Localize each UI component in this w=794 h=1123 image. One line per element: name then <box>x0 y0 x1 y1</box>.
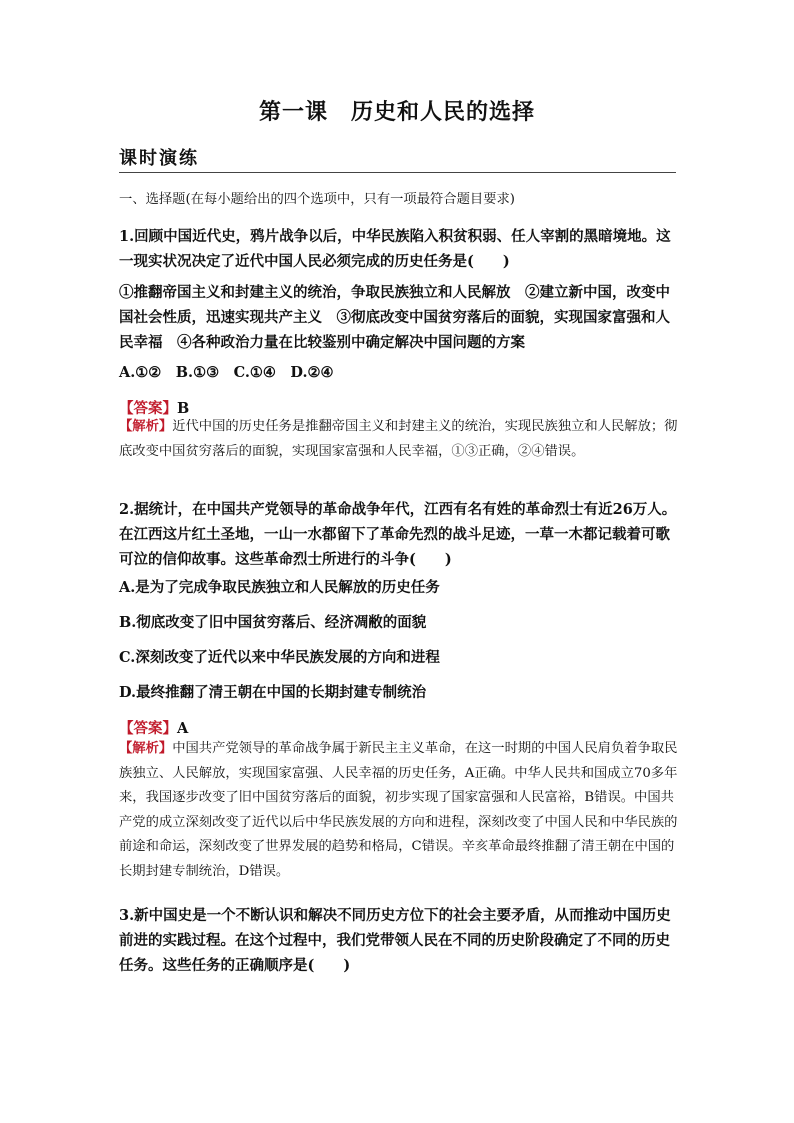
question-2-option-b: B.彻底改变了旧中国贫穷落后、经济凋敝的面貌 <box>119 614 427 631</box>
answer-value: A <box>177 720 189 737</box>
question-2-option-d: D.最终推翻了清王朝在中国的长期封建专制统治 <box>119 684 427 701</box>
question-1-statements: ①推翻帝国主义和封建主义的统治，争取民族独立和人民解放 ②建立新中国，改变中国社会性质，迅速实现共产主义 ③彻底改变中国贫穷落后的面貌，实现国家富强和人民幸福 ④各种政治力量在比较鉴别中确定解决中国问题的方案 <box>119 284 670 351</box>
section-heading: 课时演练 <box>119 148 199 169</box>
question-1-analysis <box>119 415 679 464</box>
analysis-text: 近代中国的历史任务是推翻帝国主义和封建主义的统治，实现民族独立和人民解放；彻底改变中国贫穷落后的面貌，实现国家富强和人民幸福，①③正确，②④错误。 <box>119 419 678 459</box>
question-1-options: A.①② B.①③ C.①④ D.②④ <box>119 364 334 381</box>
analysis-label: 【解析】 <box>119 419 173 434</box>
question-2-stem: 2.据统计，在中国共产党领导的革命战争年代，江西有名有姓的革命烈士有近26万人。在江西这片红土圣地，一山一水都留下了革命先烈的战斗足迹，一草一木都记载着可歌可泣的信仰故事。这些革命烈士所进行的斗争( ) <box>119 501 677 568</box>
part-heading: 一、选择题(在每小题给出的四个选项中，只有一项最符合题目要求) <box>119 192 515 207</box>
analysis-label: 【解析】 <box>119 741 173 756</box>
answer-label: 【答案】 <box>119 720 177 737</box>
question-2-option-c: C.深刻改变了近代以来中华民族发展的方向和进程 <box>119 649 440 666</box>
answer-value: B <box>177 400 190 417</box>
section-divider <box>119 172 676 173</box>
question-2-option-a: A.是为了完成争取民族独立和人民解放的历史任务 <box>119 579 440 596</box>
lesson-title: 第一课 历史和人民的选择 <box>258 99 535 125</box>
answer-label: 【答案】 <box>119 400 177 417</box>
analysis-text: 中国共产党领导的革命战争属于新民主主义革命，在这一时期的中国人民肩负着争取民族独立、人民解放，实现国家富强、人民幸福的历史任务，A正确。中华人民共和国成立70多年来，我国逐步改变了旧中国贫穷落后的面貌，初步实现了国家富强和人民富裕，B错误。中国共产党的成立深刻改变了近代以后中华民族发展的方向和进程，深刻改变了中国人民和中华民族的前途和命运，深刻改变了世界发展的趋势和格局，C错误。辛亥革命最终推翻了清王朝在中国的长期封建专制统治，D错误。 <box>119 741 678 879</box>
question-3-stem: 3.新中国史是一个不断认识和解决不同历史方位下的社会主要矛盾，从而推动中国历史前进的实践过程。在这个过程中，我们党带领人民在不同的历史阶段确定了不同的历史任务。这些任务的正确顺序是( ) <box>119 907 671 974</box>
question-1-stem: 1.回顾中国近代史，鸦片战争以后，中华民族陷入积贫积弱、任人宰割的黑暗境地。这一现实状况决定了近代中国人民必须完成的历史任务是( ) <box>119 228 671 270</box>
question-2-analysis <box>119 737 679 884</box>
